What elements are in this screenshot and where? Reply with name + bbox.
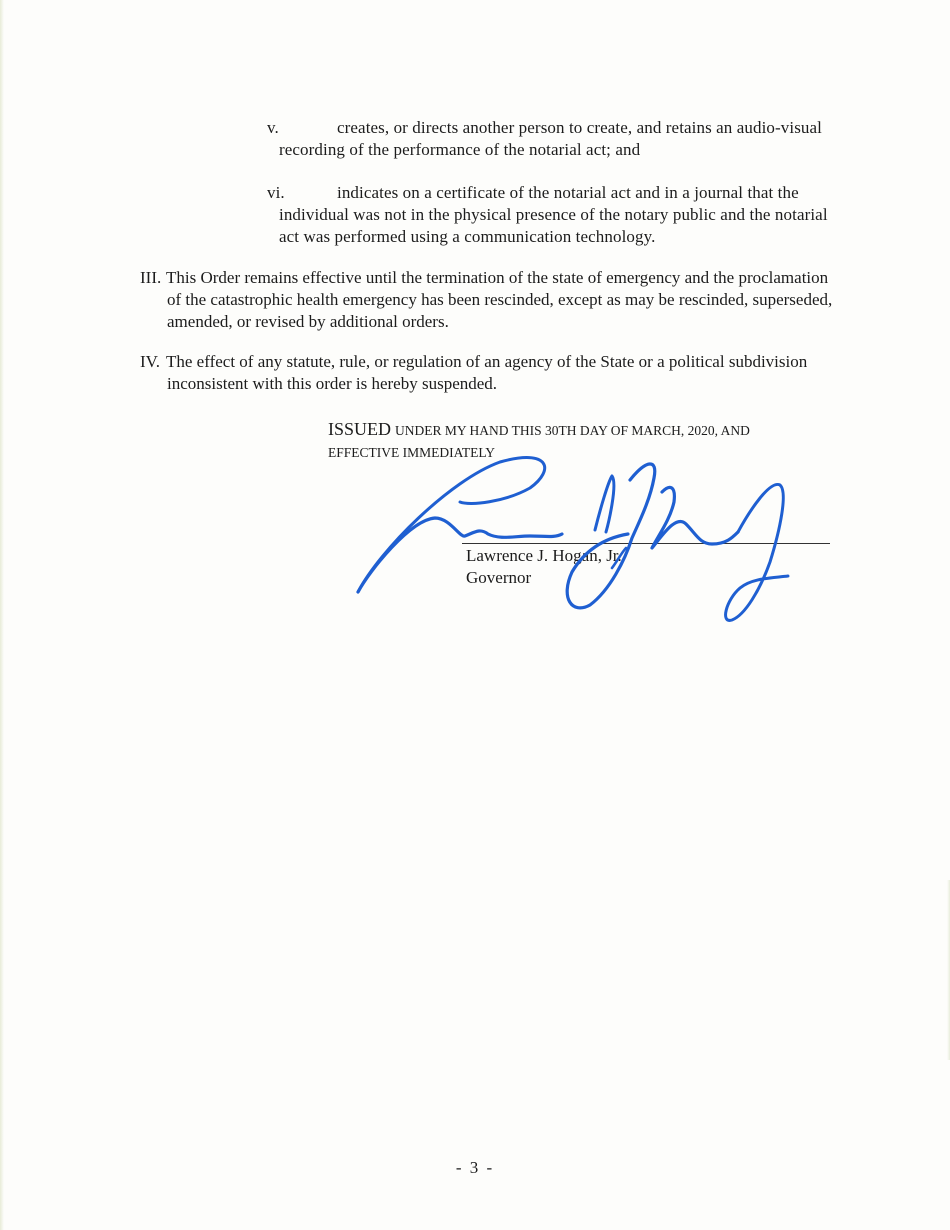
item-number: v. — [267, 118, 279, 137]
item-number: III. — [140, 268, 162, 287]
scan-edge-left — [0, 0, 4, 1230]
list-item-iv — [140, 351, 840, 395]
item-text: creates, or directs another person to create, and retains an audio-visual recording of the performance of the notarial act; and — [279, 118, 822, 159]
list-item-vi — [267, 182, 842, 248]
signature-line — [462, 543, 830, 544]
item-text: This Order remains effective until the termination of the state of emergency and the proclamation of the catastrophic health emergency has been rescinded, except as may be rescinded, superseded, amended, or revised by additional orders. — [166, 268, 833, 331]
issued-statement — [328, 418, 808, 464]
issued-lead: ISSUED — [328, 419, 392, 439]
list-item-iii — [140, 267, 840, 333]
item-text: indicates on a certificate of the notarial act and in a journal that the individual was not in the physical presence of the notary public and the notarial act was performed using a communication technology. — [279, 183, 828, 246]
signer-title: Governor — [466, 568, 532, 587]
handwritten-signature — [340, 440, 820, 640]
item-number: vi. — [267, 183, 285, 202]
item-number: IV. — [140, 352, 160, 371]
issued-rest: UNDER MY HAND THIS 30TH DAY OF MARCH, 2020, AND EFFECTIVE IMMEDIATELY — [328, 423, 750, 460]
signer-name: Lawrence J. Hogan, Jr. — [466, 546, 622, 565]
item-text: The effect of any statute, rule, or regulation of an agency of the State or a political subdivision inconsistent with this order is hereby suspended. — [166, 352, 808, 393]
list-item-v — [267, 117, 827, 161]
page-number: - 3 - — [455, 1158, 495, 1177]
